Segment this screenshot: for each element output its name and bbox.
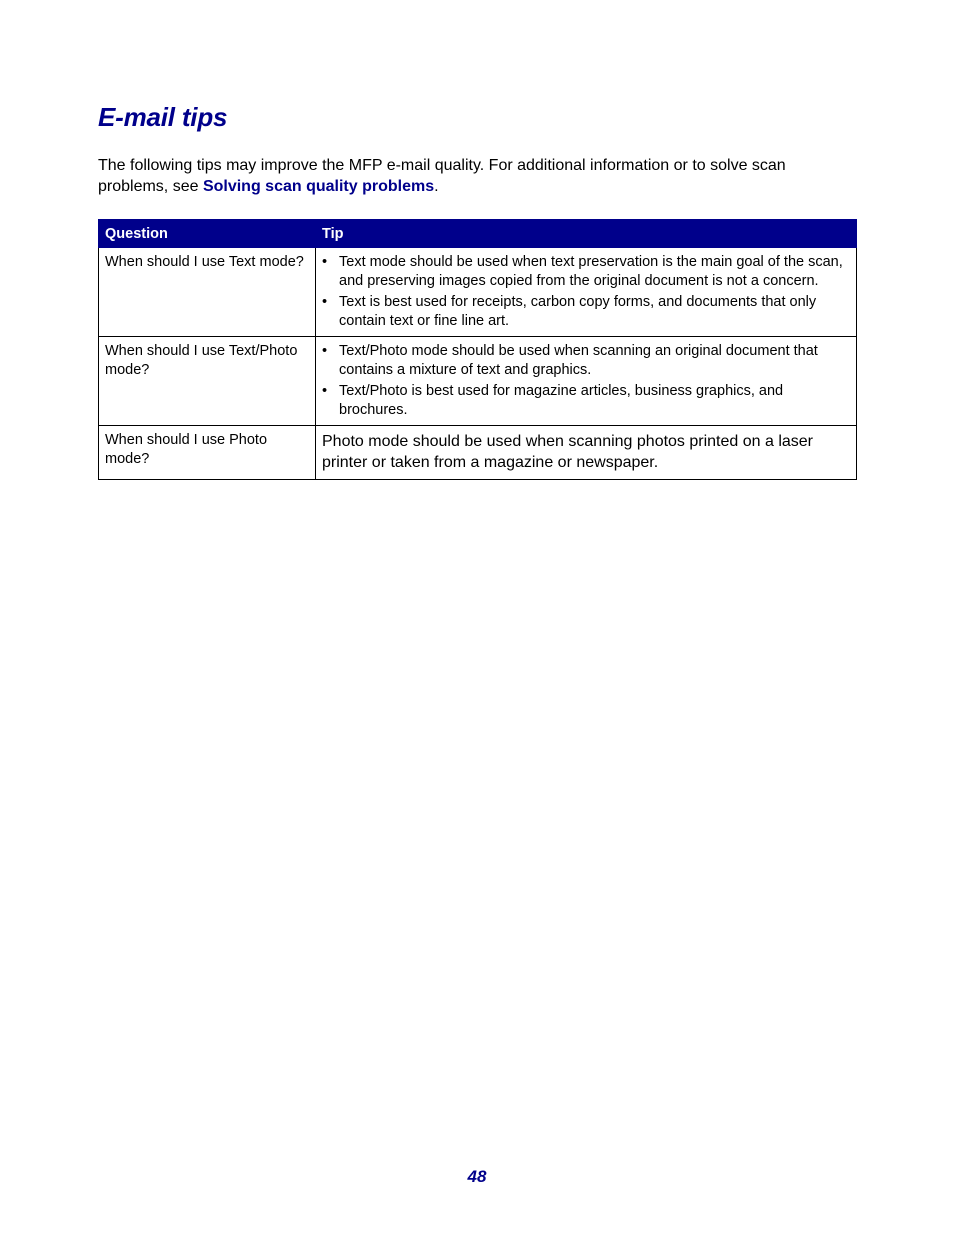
table-row xyxy=(99,337,857,426)
question-cell: When should I use Text mode? xyxy=(99,248,316,337)
list-item xyxy=(322,253,850,290)
intro-end: . xyxy=(434,178,439,195)
table-header-row xyxy=(99,220,857,248)
list-item xyxy=(322,342,850,379)
question-cell: When should I use Photo mode? xyxy=(99,426,316,480)
bullet-icon: • xyxy=(322,254,328,270)
tip-text: Photo mode should be used when scanning photos printed on a laser printer or taken from a magazine or newspaper. xyxy=(322,433,814,471)
column-header-question: Question xyxy=(99,220,316,248)
tip-text: Text/Photo is best used for magazine articles, business graphics, and brochures. xyxy=(339,383,784,418)
tip-text: Text/Photo mode should be used when scanning an original document that contains a mixture of text and graphics. xyxy=(339,343,818,378)
tip-text: Text mode should be used when text preservation is the main goal of the scan, and preserving images copied from the original document is not a concern. xyxy=(339,254,843,289)
solving-scan-quality-link[interactable]: Solving scan quality problems xyxy=(202,178,435,195)
page-title: E-mail tips xyxy=(98,102,228,132)
column-header-tip: Tip xyxy=(316,220,857,248)
bullet-icon: • xyxy=(322,294,328,310)
tip-cell xyxy=(316,248,857,337)
table-row xyxy=(99,426,857,480)
bullet-icon: • xyxy=(322,343,328,359)
list-item xyxy=(322,293,850,330)
tip-list xyxy=(322,342,850,419)
bullet-icon: • xyxy=(322,383,328,399)
page-number: 48 xyxy=(467,1167,487,1186)
tip-text: Text is best used for receipts, carbon copy forms, and documents that only contain text or fine line art. xyxy=(339,294,817,329)
email-tips-table xyxy=(98,219,857,480)
list-item xyxy=(322,382,850,419)
intro-text: The following tips may improve the MFP e-mail quality. For additional information or to solve scan problems, see xyxy=(98,157,786,195)
intro-paragraph xyxy=(98,155,858,197)
tip-list xyxy=(322,253,850,330)
table-row xyxy=(99,248,857,337)
tip-cell xyxy=(316,337,857,426)
question-cell: When should I use Text/Photo mode? xyxy=(99,337,316,426)
tip-cell xyxy=(316,426,857,480)
